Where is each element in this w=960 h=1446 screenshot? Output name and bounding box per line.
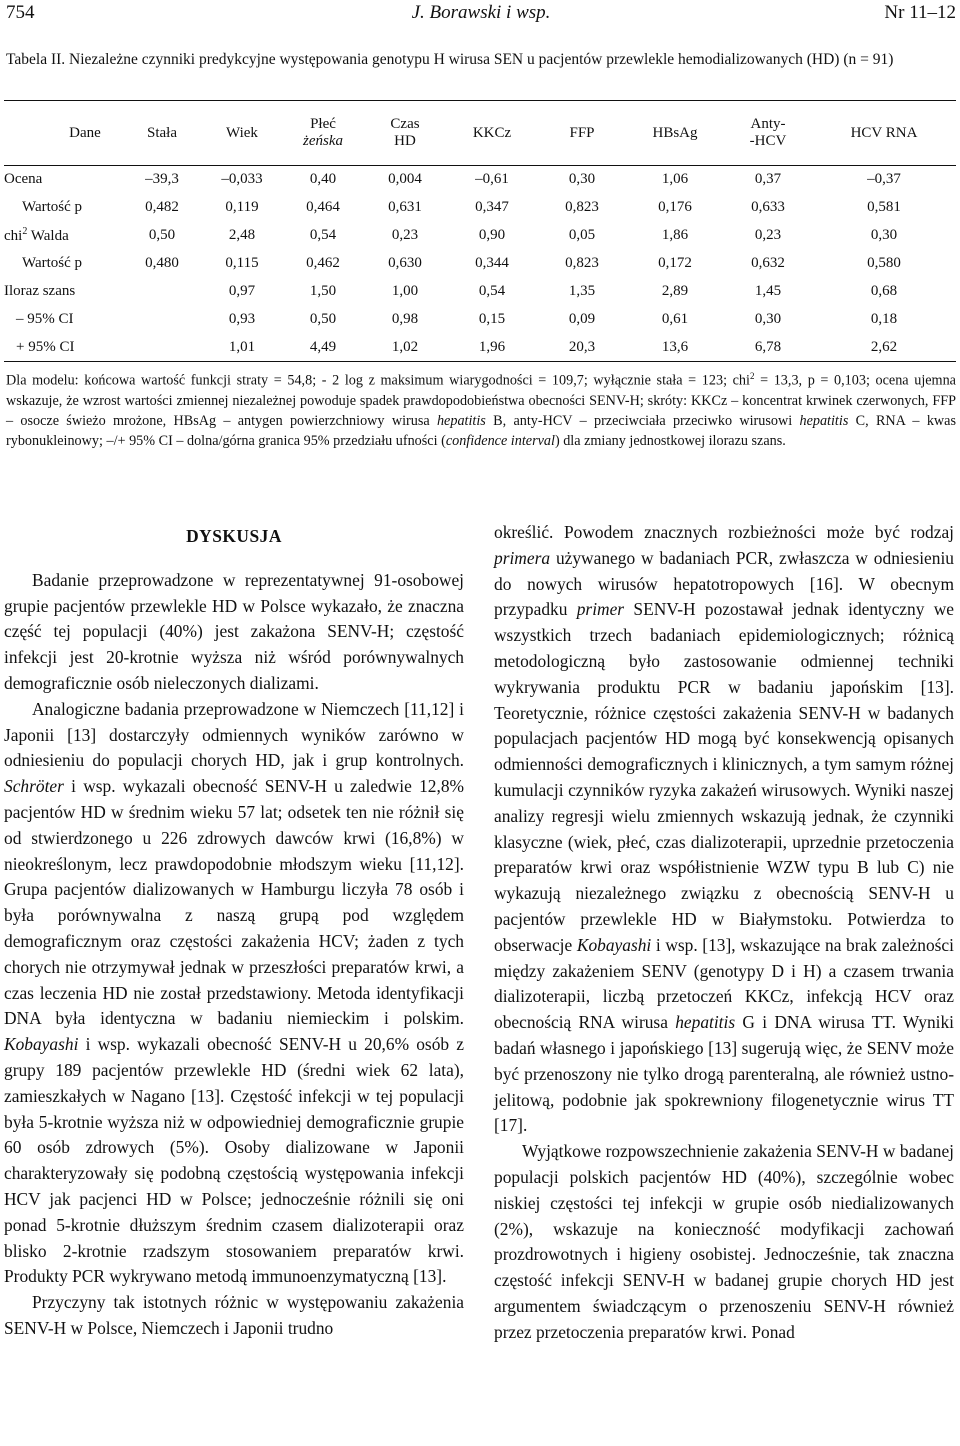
table-cell (122, 334, 202, 362)
table-row (4, 306, 956, 334)
header-kkcz: KKCz (446, 101, 538, 166)
paragraph: Analogiczne badania przeprowadzone w Niemczech [11,12] i Japonii [13] dostarczyły odmiennych wyników zarówno w odniesieniu do populacji chorych HD, jak i grup kontrolnych. Schröter i wsp. wykazali obecność SENV-H u zaledwie 12,8% pacjentów HD w średnim wieku 57 lat; odsetek ten nie różnił się od stwierdzonego u 226 zdrowych dawców krwi (16,8%) w nieokreślonym, lecz prawdopodobnie młodszym wieku [11,12]. Grupa pacjentów dializowanych w Hamburgu liczyła 78 osób i była porównywalna z naszą grupą pod względem demograficznym oraz częstości zakażenia HCV; żaden z tych chorych nie otrzymywał jednak w przeszłości preparatów krwi, a czas leczenia HD nie został przedstawiony. Metoda identyfikacji DNA była identyczna w badaniu niemieckim i polskim. Kobayashi i wsp. wykazali obecność SENV-H u 20,6% osób z grupy 189 pacjentów przewlekle HD (średni wiek 62 lata), zamieszkałych w Nagano [13]. Częstość infekcji w tej populacji była 5-krotnie wyższa niż w odpowiedniej demograficznie grupie 60 osób zdrowych (5%). Osoby dializowane w Japonii charakteryzowały się podobną częstością występowania infekcji HCV jak pacjenci HD w Polsce; jednocześnie różnili się oni ponad 5-krotnie dłuższym średnim czasem dializoterapii oraz blisko 2-krotnie rzadszym stosowaniem preparatów krwi. Produkty PCR wykrywano metodą immunoenzymatyczną [13]. (4, 698, 464, 1287)
table-cell: 0,90 (478, 227, 506, 243)
paragraph: określić. Powodem znacznych rozbieżności może być rodzaj primera używanego w badaniach PCR, zwłaszcza w odniesieniu do nowych wirusów hepatotropowych [16]. W obecnym przypadku primer SENV-H pozostawał jednak identyczny we wszystkich trzech badaniach epidemiologicznych; różnicą metodologiczną było zastosowanie odmiennej techniki wykrywania produktu PCR w badaniu japońskim [13]. Teoretycznie, różnice częstości zakażenia SENV-H w badanych populacjach pacjentów HD mogą być konsekwencją opisanych odmienności demograficznych i klinicznych, a tym samym różnej kumulacji czynników ryzyka zakażeń wirusowych. Wyniki naszej analizy regresji wielu zmiennych wskazują jednak, że czynniki klasyczne (wiek, płeć, czas dializoterapii, uprzednie przetoczenia preparatów krwi oraz współistnienie WZW typu B lub C) nie wykazują niezależnego związku z obecnością SENV-H u pacjentów przewlekle HD w Białymstoku. Potwierdza to obserwacje Kobayashi i wsp. [13], wskazujące na brak zależności między zakażeniem SENV (genotypy D i H) a czasem trwania dializoterapii, liczbą przetoczeń KKCz, infekcją HCV oraz obecnością RNA wirusa hepatitis G i DNA wirusa TT. Wyniki badań własnego i japońskiego [13] sugerują więc, że SENV może być przenoszony nie tylko drogą parenteralną, ale również ustno-jelitową, podobnie jak spokrewniony filogenetycznie wirus TT [17]. (494, 522, 955, 1136)
table-cell: 0,581 (867, 199, 901, 215)
header-hbsag: HBsAg (626, 101, 724, 166)
running-header (6, 2, 956, 28)
table-cell: 2,62 (812, 334, 956, 362)
table-row (4, 278, 956, 306)
header-anty-hcv: Anty- -HCV (724, 101, 812, 166)
table-cell: 0,61 (661, 311, 689, 327)
table-cell: 0,23 (754, 227, 782, 243)
header-wiek: Wiek (202, 101, 282, 166)
row-label: Ocena (4, 171, 43, 188)
table-cell: 0,004 (388, 171, 422, 188)
table-cell: 0,347 (475, 199, 509, 215)
table-cell: 1,45 (754, 283, 782, 299)
row-label: – 95% CI (16, 311, 74, 327)
table-cell: 1,00 (391, 283, 419, 299)
issue-number: Nr 11–12 (884, 2, 956, 23)
row-label: + 95% CI (4, 334, 122, 362)
header-ffp: FFP (538, 101, 626, 166)
table-cell: 4,49 (282, 334, 364, 362)
table-cell: 0,37 (754, 171, 782, 188)
table-cell: –0,61 (475, 171, 509, 188)
results-table-container (4, 100, 956, 362)
table-cell: 0,115 (225, 255, 259, 271)
table-cell: 0,482 (145, 199, 179, 215)
table-cell: 1,96 (446, 334, 538, 362)
table-cell: –39,3 (145, 171, 179, 188)
table-cell: 0,09 (568, 311, 596, 327)
table-cell: 0,633 (751, 199, 785, 215)
right-column (494, 520, 954, 1346)
table-cell: 1,50 (309, 283, 337, 299)
paragraph: Przyczyny tak istotnych różnic w występowaniu zakażenia SENV-H w Polsce, Niemczech i Japonii trudno (4, 1292, 464, 1338)
table-cell: 0,30 (568, 171, 596, 188)
table-cell: 0,176 (658, 199, 692, 215)
table-cell: 0,54 (478, 283, 506, 299)
page-number: 754 (6, 2, 35, 23)
header-dane: Dane (4, 101, 122, 166)
table-cell: 0,18 (870, 311, 898, 327)
table-row (4, 250, 956, 278)
table-footnote: Dla modelu: końcowa wartość funkcji straty = 54,8; - 2 log z maksimum wiarygodności = 109,7; wyłącznie stała = 123; chi$^2$ = 13,3, p = 0,103; ocena ujemna wskazuje, że wzrost wartości zmiennej niezależnej powoduje spadek prawdopodobieństwa obecności SENV-H; skróty: KKCz – koncentrat krwinek czerwonych, FFP – osocze świeżo mrożone, HBsAg – antygen powierzchniowy wirusa hepatitis B, anty-HCV – przeciwciała przeciwko wirusowi hepatitis C, RNA – kwas rybonukleinowy; –/+ 95% CI – dolna/górna granica 95% przedziału ufności (confidence interval) dla zmiany jednostkowej ilorazu szans. (6, 371, 956, 449)
table-cell: 0,50 (148, 227, 176, 243)
table-header-row (4, 101, 956, 166)
header-stala: Stała (122, 101, 202, 166)
table-cell: 0,30 (754, 311, 782, 327)
table-cell: 0,68 (870, 283, 898, 299)
running-authors: J. Borawski i wsp. (411, 2, 551, 23)
table-cell (122, 278, 202, 306)
table-row (4, 222, 956, 250)
table-cell: 0,15 (478, 311, 506, 327)
table-cell: 0,630 (388, 255, 422, 271)
table-cell: 0,631 (388, 199, 422, 215)
table-cell: 0,93 (228, 311, 256, 327)
table-cell: 0,119 (225, 199, 259, 215)
paragraph: Wyjątkowe rozpowszechnienie zakażenia SENV-H w badanej populacji polskich pacjentów HD (40%), szczególnie wobec niskiej częstości tej infekcji w grupie osób niedializowanych (2%), wskazuje na konieczność modyfikacji zachowań prozdrowotnych i higieny osobistej. Jednocześnie, tak znaczna częstość infekcji SENV-H w badanej grupie chorych HD jest argumentem świadczącym o przenoszeniu SENV-H również przez przetoczenia preparatów krwi. Ponad (494, 1141, 954, 1342)
results-table (4, 100, 956, 362)
table-cell: –0,37 (867, 171, 901, 188)
table-cell: 0,580 (867, 255, 901, 271)
paragraph: Badanie przeprowadzone w reprezentatywnej 91-osobowej grupie pacjentów przewlekle HD w Polsce wykazało, że znaczna część tej populacji (40%) jest zakażona SENV-H; częstość infekcji jest 20-krotnie wyższa niż wśród porównywalnych demograficznie osób nieleczonych dializami. (4, 569, 464, 693)
table-cell: 0,823 (565, 199, 599, 215)
table-cell: 0,54 (309, 227, 337, 243)
table-cell: 0,462 (306, 255, 340, 271)
table-cell: 1,02 (364, 334, 446, 362)
table-cell: 2,89 (661, 283, 689, 299)
section-heading: DYSKUSJA (186, 526, 282, 546)
row-label: Wartość p (22, 255, 83, 271)
table-cell: 13,6 (626, 334, 724, 362)
table-cell: 0,172 (658, 255, 692, 271)
table-row (4, 194, 956, 222)
table-cell: 1,86 (661, 227, 689, 243)
table-cell: 0,30 (870, 227, 898, 243)
table-cell: 1,06 (661, 171, 689, 188)
table-cell: 0,632 (751, 255, 785, 271)
table-cell: –0,033 (221, 171, 263, 188)
row-label: Iloraz szans (4, 283, 76, 299)
header-czas-hd: Czas HD (364, 101, 446, 166)
table-cell: 6,78 (724, 334, 812, 362)
table-row (4, 166, 956, 194)
table-cell: 20,3 (538, 334, 626, 362)
table-cell: 0,97 (228, 283, 256, 299)
table-cell: 0,823 (565, 255, 599, 271)
table-cell: 2,48 (228, 227, 256, 243)
table-cell: 1,01 (202, 334, 282, 362)
table-cell: 0,464 (306, 199, 340, 215)
table-cell: 0,344 (475, 255, 509, 271)
header-hcv-rna: HCV RNA (812, 101, 956, 166)
table-cell: 0,50 (309, 311, 337, 327)
table-cell: 0,23 (391, 227, 419, 243)
table-row (4, 334, 956, 362)
table-cell: 0,05 (568, 227, 596, 243)
row-label: chi$^2$ Walda (4, 226, 69, 244)
table-caption: Tabela II. Niezależne czynniki predykcyjne występowania genotypu H wirusa SEN u pacjentów przewlekle hemodializowanych (HD) (n = 91) (6, 51, 894, 68)
table-cell: 0,40 (309, 171, 337, 188)
table-cell (122, 306, 202, 334)
table-cell: 0,480 (145, 255, 179, 271)
header-plec: Płeć żeńska (282, 101, 364, 166)
left-column (4, 520, 464, 1342)
table-cell: 0,98 (391, 311, 419, 327)
table-cell: 1,35 (568, 283, 596, 299)
row-label: Wartość p (22, 199, 83, 215)
